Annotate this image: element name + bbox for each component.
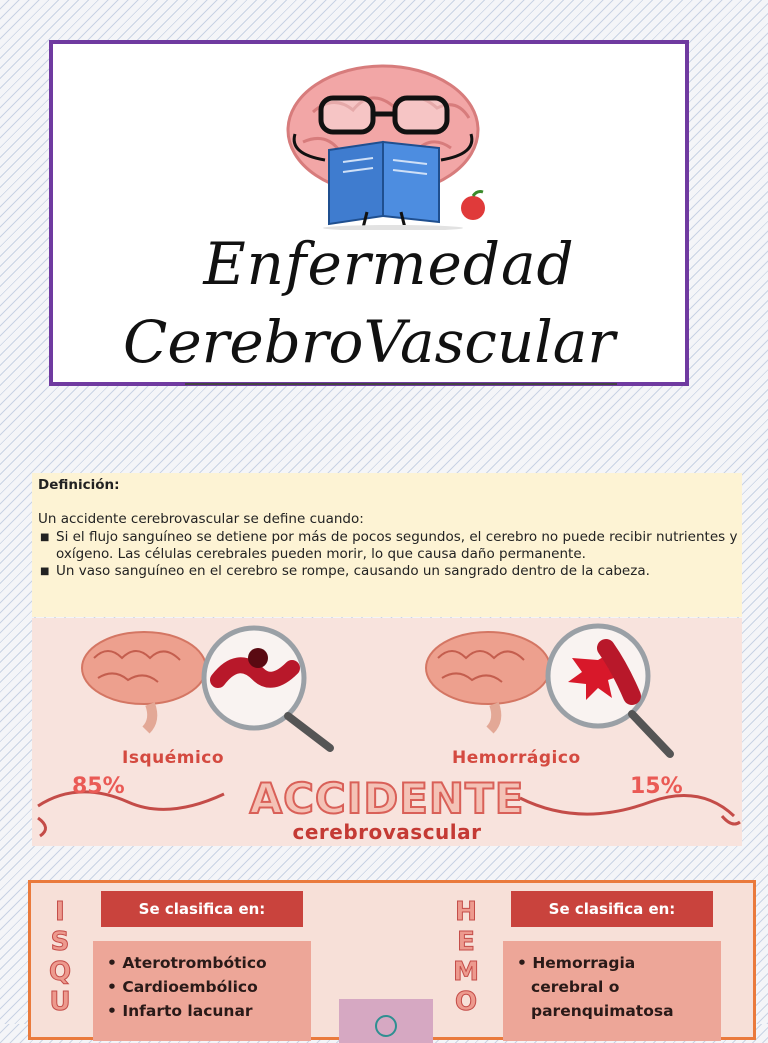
classification-section [28, 880, 756, 1040]
definition-heading: Definición: [38, 477, 120, 493]
definition-section [32, 473, 742, 617]
list-item: • Aterotrombótico [107, 951, 311, 975]
vertical-letter: Q [48, 957, 72, 987]
cerebrovascular-subheading: cerebrovascular [292, 820, 482, 844]
list-item: • Cardioembólico [107, 975, 311, 999]
ischemic-brain-icon [82, 628, 330, 748]
ischemic-percentage: 85% [72, 774, 125, 799]
ischemic-classification-list [93, 941, 311, 1041]
vertical-letter: O [454, 987, 478, 1017]
title-card [49, 40, 689, 386]
reading-brain-illustration [273, 62, 493, 230]
title-line-2: CerebroVascular [122, 308, 616, 376]
vertical-letter: H [455, 897, 477, 927]
hemorrhagic-classification-list [503, 941, 721, 1041]
square-bullet-icon: ■ [40, 566, 50, 577]
stroke-types-infographic [32, 618, 742, 846]
vertical-letter: U [49, 987, 71, 1017]
definition-bullet-text: Un vaso sanguíneo en el cerebro se rompe, causando un sangrado dentro de la cabeza. [56, 563, 650, 579]
circle-logo-icon [375, 1015, 397, 1037]
definition-bullet [38, 529, 738, 563]
ischemic-label: Isquémico [122, 748, 225, 768]
list-item-continuation: parenquimatosa [531, 1002, 674, 1020]
vertical-letter: S [50, 927, 70, 957]
list-item: • Hemorragia [517, 951, 721, 975]
ischemic-vertical-letters [45, 897, 75, 1017]
hemorrhagic-label: Hemorrágico [452, 748, 581, 768]
vertical-letter: E [457, 927, 475, 957]
definition-intro: Un accidente cerebrovascular se define cuando: [38, 511, 364, 527]
hemorrhagic-vertical-letters [451, 897, 481, 1017]
hemorrhagic-brain-icon [426, 626, 670, 754]
ischemic-classification-header: Se clasifica en: [101, 891, 303, 927]
definition-bullet [38, 563, 738, 580]
accidente-heading: ACCIDENTE [249, 774, 525, 823]
square-bullet-icon: ■ [40, 532, 50, 543]
definition-bullet-text: Si el flujo sanguíneo se detiene por más de pocos segundos, el cerebro no puede recibir nutrientes y oxígeno. Las células cerebrales pueden morir, lo que causa daño permanente. [56, 529, 738, 562]
hemorrhagic-classification-header: Se clasifica en: [511, 891, 713, 927]
center-thumbnail [339, 999, 433, 1043]
hemorrhagic-percentage: 15% [630, 774, 683, 799]
vertical-letter: I [55, 897, 65, 927]
title-underline [185, 383, 617, 385]
definition-list [38, 529, 738, 580]
list-item-continuation: cerebral o [531, 978, 620, 996]
title-line-1: Enfermedad [203, 230, 575, 298]
list-item: • Infarto lacunar [107, 999, 311, 1023]
vertical-letter: M [453, 957, 479, 987]
